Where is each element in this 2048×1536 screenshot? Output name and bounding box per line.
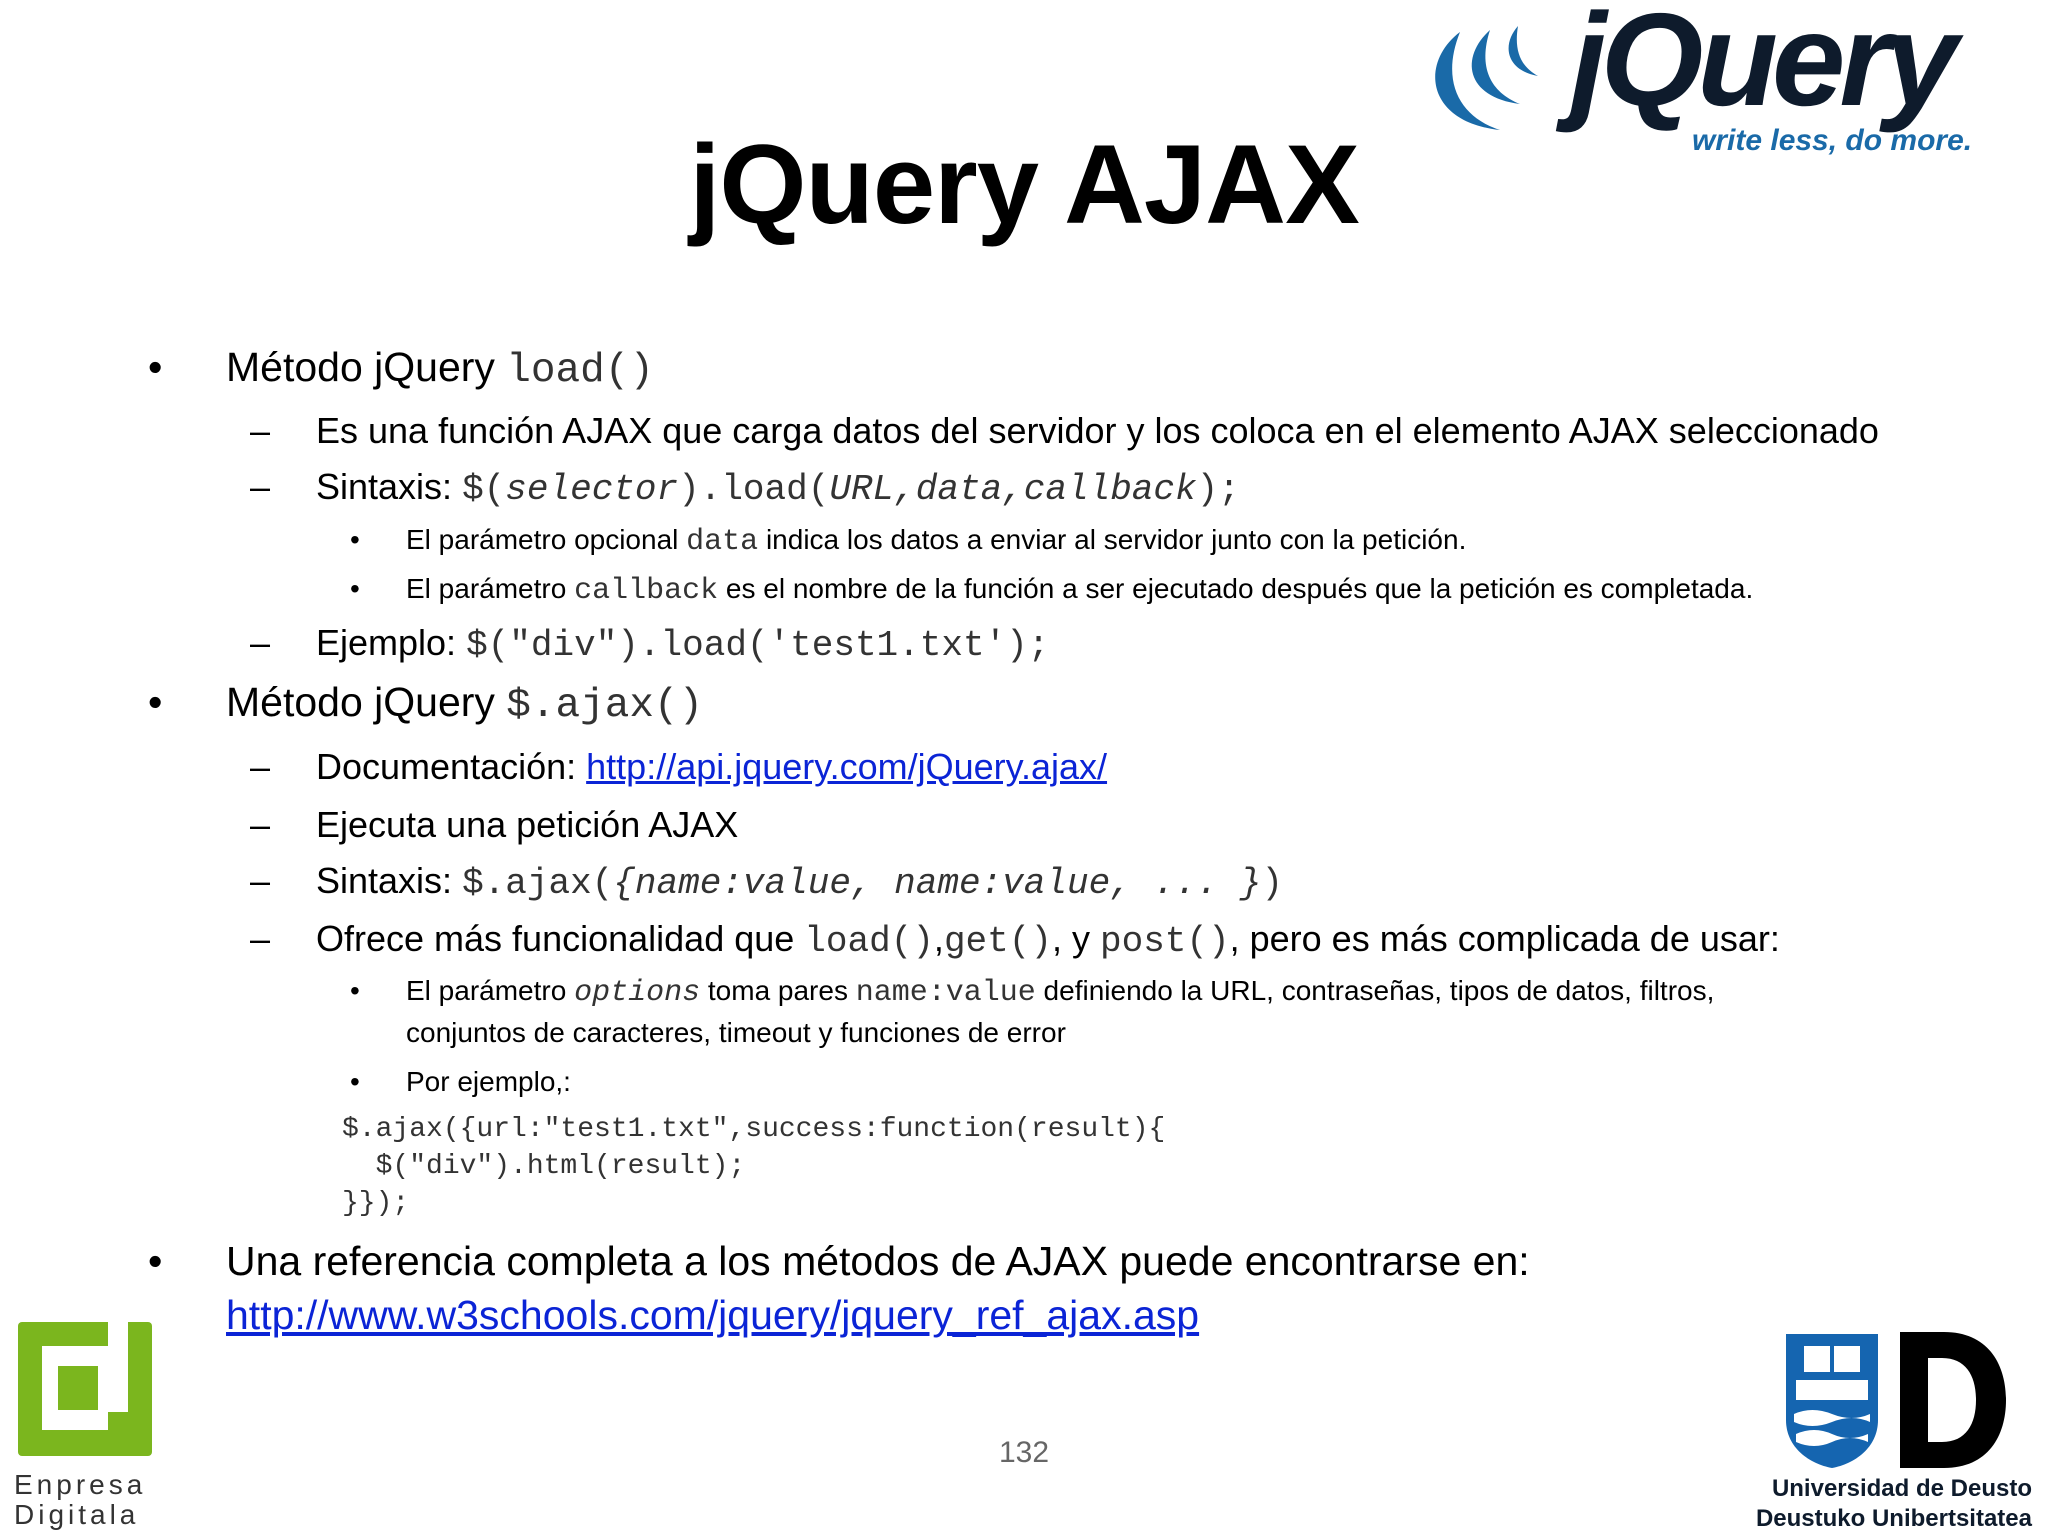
dash-icon: – <box>250 466 271 507</box>
bullet-icon: • <box>148 1238 163 1284</box>
dash-icon: – <box>250 918 271 959</box>
jquery-wordmark: jQuery <box>1570 0 1953 133</box>
ajax-syntax: Sintaxis: $.ajax({name:value, name:value, ... }) <box>316 860 1284 904</box>
deusto-label-eu: Deustuko Unibertsitatea <box>1755 1505 2032 1532</box>
bullet-icon: • <box>350 1066 360 1097</box>
deusto-d-icon <box>1898 1330 2008 1470</box>
ajax-example-label: Por ejemplo,: <box>406 1066 571 1097</box>
enpresa-logo-icon <box>14 1318 156 1460</box>
ajax-options: El parámetro options toma pares name:value definiendo la URL, contraseñas, tipos de datos, filtros, <box>406 975 1715 1010</box>
dash-icon: – <box>250 622 271 663</box>
load-param-data: El parámetro opcional data indica los datos a enviar al servidor junto con la petición. <box>406 524 1467 559</box>
section-load-heading: Método jQuery load() <box>226 344 654 394</box>
load-param-callback: El parámetro callback es el nombre de la función a ser ejecutado después que la petición es completada. <box>406 573 1754 608</box>
bullet-icon: • <box>350 573 360 604</box>
bullet-icon: • <box>148 344 163 390</box>
load-description: Es una función AJAX que carga datos del servidor y los coloca en el elemento AJAX seleccionado <box>316 410 1879 451</box>
digitala-label: Digitala <box>14 1499 140 1530</box>
ajax-offers: Ofrece más funcionalidad que load(),get(), y post(), pero es más complicada de usar: <box>316 918 1780 962</box>
slide-title: jQuery AJAX <box>689 122 1359 247</box>
ajax-documentation: Documentación: http://api.jquery.com/jQuery.ajax/ <box>316 746 1108 787</box>
dash-icon: – <box>250 746 271 787</box>
code-line: }}); <box>342 1188 410 1219</box>
page-number: 132 <box>998 1436 1050 1469</box>
load-syntax: Sintaxis: $(selector).load(URL,data,callback); <box>316 466 1240 510</box>
deusto-logo <box>1740 1330 2040 1536</box>
dash-icon: – <box>250 804 271 845</box>
bullet-icon: • <box>350 975 360 1006</box>
load-example: Ejemplo: $("div").load('test1.txt'); <box>316 622 1050 666</box>
dash-icon: – <box>250 860 271 901</box>
section-ajax-heading: Método jQuery $.ajax() <box>226 679 704 729</box>
bullet-icon: • <box>148 679 163 725</box>
reference-link[interactable]: http://www.w3schools.com/jquery/jquery_ref_ajax.asp <box>226 1292 1200 1338</box>
reference-text: Una referencia completa a los métodos de AJAX puede encontrarse en: <box>226 1238 1530 1284</box>
code-line: $.ajax({url:"test1.txt",success:function(result){ <box>342 1114 1166 1145</box>
enpresa-digitala-logo <box>14 1318 164 1528</box>
deusto-label-es: Universidad de Deusto <box>1771 1475 2032 1502</box>
deusto-shield-icon <box>1782 1330 1882 1470</box>
ajax-doc-link[interactable]: http://api.jquery.com/jQuery.ajax/ <box>586 746 1108 787</box>
ajax-options-continued: conjuntos de caracteres, timeout y funciones de error <box>406 1017 1066 1048</box>
code-line: $("div").html(result); <box>342 1151 746 1182</box>
bullet-icon: • <box>350 524 360 555</box>
reference-link-line <box>226 1292 1199 1339</box>
dash-icon: – <box>250 410 271 451</box>
ajax-exec: Ejecuta una petición AJAX <box>316 804 739 845</box>
jquery-tagline: write less, do more. <box>1692 124 1973 157</box>
enpresa-label: Enpresa <box>14 1469 147 1500</box>
